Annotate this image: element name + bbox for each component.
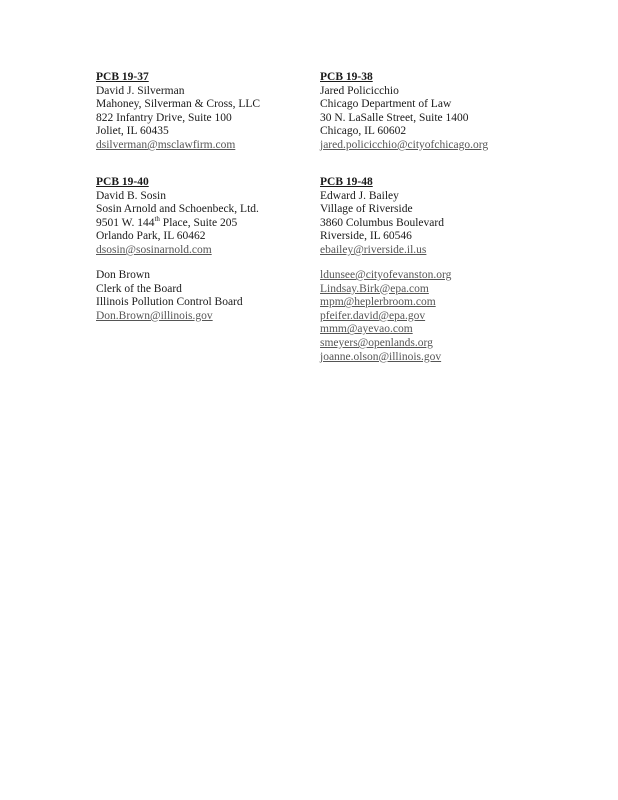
service-entry-pcb-19-40 (96, 176, 336, 258)
email-list-item[interactable]: mpm@heplerbroom.com (320, 296, 436, 309)
email-distribution-list (320, 269, 560, 364)
email-link[interactable]: jared.policicchio@cityofchicago.org (320, 138, 489, 151)
service-entry-pcb-19-37 (96, 71, 336, 153)
service-entry-pcb-19-38 (320, 71, 560, 153)
city-state-zip: Riverside, IL 60546 (320, 230, 412, 243)
organization: Village of Riverside (320, 203, 413, 216)
email-link[interactable]: dsilverman@msclawfirm.com (96, 138, 236, 151)
street-address: 822 Infantry Drive, Suite 100 (96, 111, 232, 124)
street-address: 30 N. LaSalle Street, Suite 1400 (320, 111, 469, 124)
email-list-item[interactable]: Lindsay.Birk@epa.com (320, 282, 429, 295)
email-list-item[interactable]: pfeifer.david@epa.gov (320, 309, 426, 322)
case-number: PCB 19-38 (320, 71, 373, 83)
street-address: 3860 Columbus Boulevard (320, 216, 444, 229)
contact-name: Edward J. Bailey (320, 189, 399, 202)
city-state-zip: Orlando Park, IL 60462 (96, 230, 206, 243)
city-state-zip: Chicago, IL 60602 (320, 125, 407, 138)
city-state-zip: Joliet, IL 60435 (96, 125, 169, 138)
service-entry-pcb-19-48 (320, 176, 560, 258)
email-link[interactable]: dsosin@sosinarnold.com (96, 243, 212, 256)
organization: Mahoney, Silverman & Cross, LLC (96, 98, 261, 111)
clerk-entry (96, 269, 336, 323)
organization: Sosin Arnold and Schoenbeck, Ltd. (96, 203, 259, 216)
clerk-name: Don Brown (96, 269, 150, 281)
contact-name: Jared Policicchio (320, 84, 399, 97)
clerk-email-link[interactable]: Don.Brown@illinois.gov (96, 309, 213, 322)
email-list-item[interactable]: joanne.olson@illinois.gov (320, 350, 442, 363)
contact-name: David J. Silverman (96, 84, 185, 97)
ordinal-suffix: th (154, 214, 160, 223)
case-number: PCB 19-37 (96, 71, 149, 83)
email-list-item[interactable]: ldunsee@cityofevanston.org (320, 269, 452, 281)
clerk-title: Clerk of the Board (96, 282, 182, 295)
clerk-organization: Illinois Pollution Control Board (96, 296, 243, 309)
contact-name: David B. Sosin (96, 189, 166, 202)
street-number: 9501 W. 144 (96, 216, 155, 229)
street-remainder: Place, Suite 205 (159, 216, 238, 229)
email-list-item[interactable]: smeyers@openlands.org (320, 336, 433, 349)
case-number: PCB 19-48 (320, 176, 373, 188)
street-address (96, 214, 336, 231)
organization: Chicago Department of Law (320, 98, 452, 111)
case-number: PCB 19-40 (96, 176, 149, 188)
email-link[interactable]: ebailey@riverside.il.us (320, 243, 427, 256)
email-list-item[interactable]: mmm@ayevao.com (320, 323, 413, 336)
